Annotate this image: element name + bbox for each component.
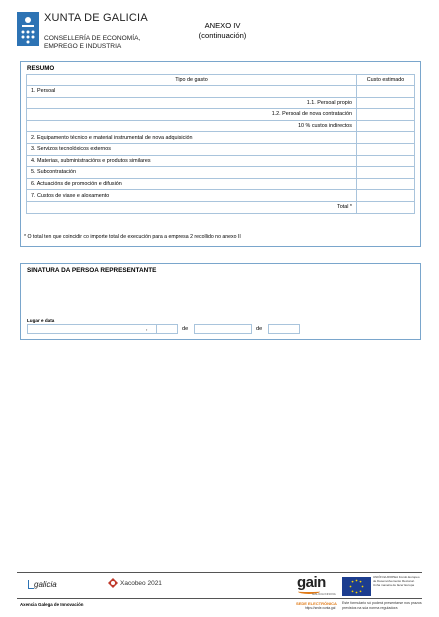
summary-footnote: * O total ten que coincidir co importe total de execución para a empresa 2 recollido no anexo II xyxy=(24,234,241,240)
dept-line-2: EMPREGO E INDUSTRIA xyxy=(44,43,122,50)
annex-title-block xyxy=(190,21,255,40)
annex-title: ANEXO IV xyxy=(204,21,241,30)
table-header-row xyxy=(27,75,415,86)
table-row xyxy=(27,167,415,179)
signature-title: SINATURA DA PERSOA REPRESENTANTE xyxy=(27,267,157,274)
de-separator-1: de xyxy=(182,326,189,332)
table-row xyxy=(27,155,415,167)
estimated-cost-input[interactable] xyxy=(357,132,415,144)
galicia-logo-text: galicia xyxy=(34,580,57,589)
year-input[interactable] xyxy=(268,324,300,334)
footer-divider-bottom xyxy=(17,598,422,599)
expense-type-cell: 1. Persoal xyxy=(27,86,357,98)
table-row xyxy=(27,190,415,202)
expense-type-cell: 1.2. Persoal de nova contratación xyxy=(27,109,357,121)
expense-type-cell: 3. Servizos tecnolóxicos externos xyxy=(27,143,357,155)
expense-type-cell: 10 % custos indirectos xyxy=(27,120,357,132)
table-row xyxy=(27,178,415,190)
agency-name: Axencia Galega de Innovación xyxy=(20,602,84,607)
table-row xyxy=(27,120,415,132)
estimated-cost-input[interactable] xyxy=(357,120,415,132)
expense-type-cell: 1.1. Persoal propio xyxy=(27,97,357,109)
place-input[interactable] xyxy=(27,324,163,334)
page-header xyxy=(0,0,439,58)
estimated-cost-input[interactable] xyxy=(357,178,415,190)
signature-section xyxy=(20,263,421,340)
comma-separator: , xyxy=(146,326,148,332)
xunta-emblem-icon xyxy=(17,12,39,46)
expense-type-cell: 2. Equipamento técnico e material instrumental de nova adquisición xyxy=(27,132,357,144)
de-separator-2: de xyxy=(256,326,263,332)
sede-electronica-logo: SEDE ELECTRÓNICA xyxy=(296,601,337,606)
estimated-cost-input[interactable] xyxy=(357,201,415,213)
col-header-cost: Custo estimado xyxy=(357,75,415,86)
summary-table xyxy=(26,74,415,214)
org-name: XUNTA DE GALICIA xyxy=(44,12,148,24)
estimated-cost-input[interactable] xyxy=(357,86,415,98)
estimated-cost-input[interactable] xyxy=(357,190,415,202)
expense-type-cell: Total * xyxy=(27,201,357,213)
annex-subtitle: (continuación) xyxy=(198,30,247,40)
xacobeo-icon xyxy=(108,578,118,588)
date-label: Lugar e data xyxy=(27,318,55,323)
summary-section xyxy=(20,61,421,247)
table-row xyxy=(27,86,415,98)
expense-type-cell: 6. Actuacións de promoción e difusión xyxy=(27,178,357,190)
col-header-type: Tipo de gasto xyxy=(27,75,357,86)
expense-type-cell: 4. Materias, subministracións e produtos similares xyxy=(27,155,357,167)
estimated-cost-input[interactable] xyxy=(357,109,415,121)
expense-type-cell: 5. Subcontratación xyxy=(27,167,357,179)
summary-title: RESUMO xyxy=(27,65,55,72)
table-row xyxy=(27,132,415,144)
eu-funding-text: UNIÓN EUROPEA Fondo Europeo de Desenvolvemento Rexional. Unha maneira de facer Europa xyxy=(373,575,420,587)
sede-note: Este formulario só poderá presentarse nos prazos previstos na súa norma reguladora xyxy=(342,601,422,610)
footer-divider-top xyxy=(17,572,422,573)
estimated-cost-input[interactable] xyxy=(357,143,415,155)
month-input[interactable] xyxy=(194,324,252,334)
gain-logo-text: gain xyxy=(297,574,326,591)
table-row xyxy=(27,109,415,121)
eu-flag-icon xyxy=(342,577,371,596)
dept-line-1: CONSELLERÍA DE ECONOMÍA, xyxy=(44,35,141,42)
table-row xyxy=(27,201,415,213)
estimated-cost-input[interactable] xyxy=(357,155,415,167)
org-department xyxy=(44,35,140,51)
estimated-cost-input[interactable] xyxy=(357,167,415,179)
estimated-cost-input[interactable] xyxy=(357,97,415,109)
gain-logo-subtitle: GALICIA INNOVA xyxy=(312,592,336,596)
table-row xyxy=(27,143,415,155)
sede-url: https://sede.xunta.gal xyxy=(305,606,336,610)
xacobeo-logo-text: Xacobeo 2021 xyxy=(120,580,162,587)
day-input[interactable] xyxy=(156,324,178,334)
table-row xyxy=(27,97,415,109)
expense-type-cell: 7. Custos de viaxe e aloxamento xyxy=(27,190,357,202)
